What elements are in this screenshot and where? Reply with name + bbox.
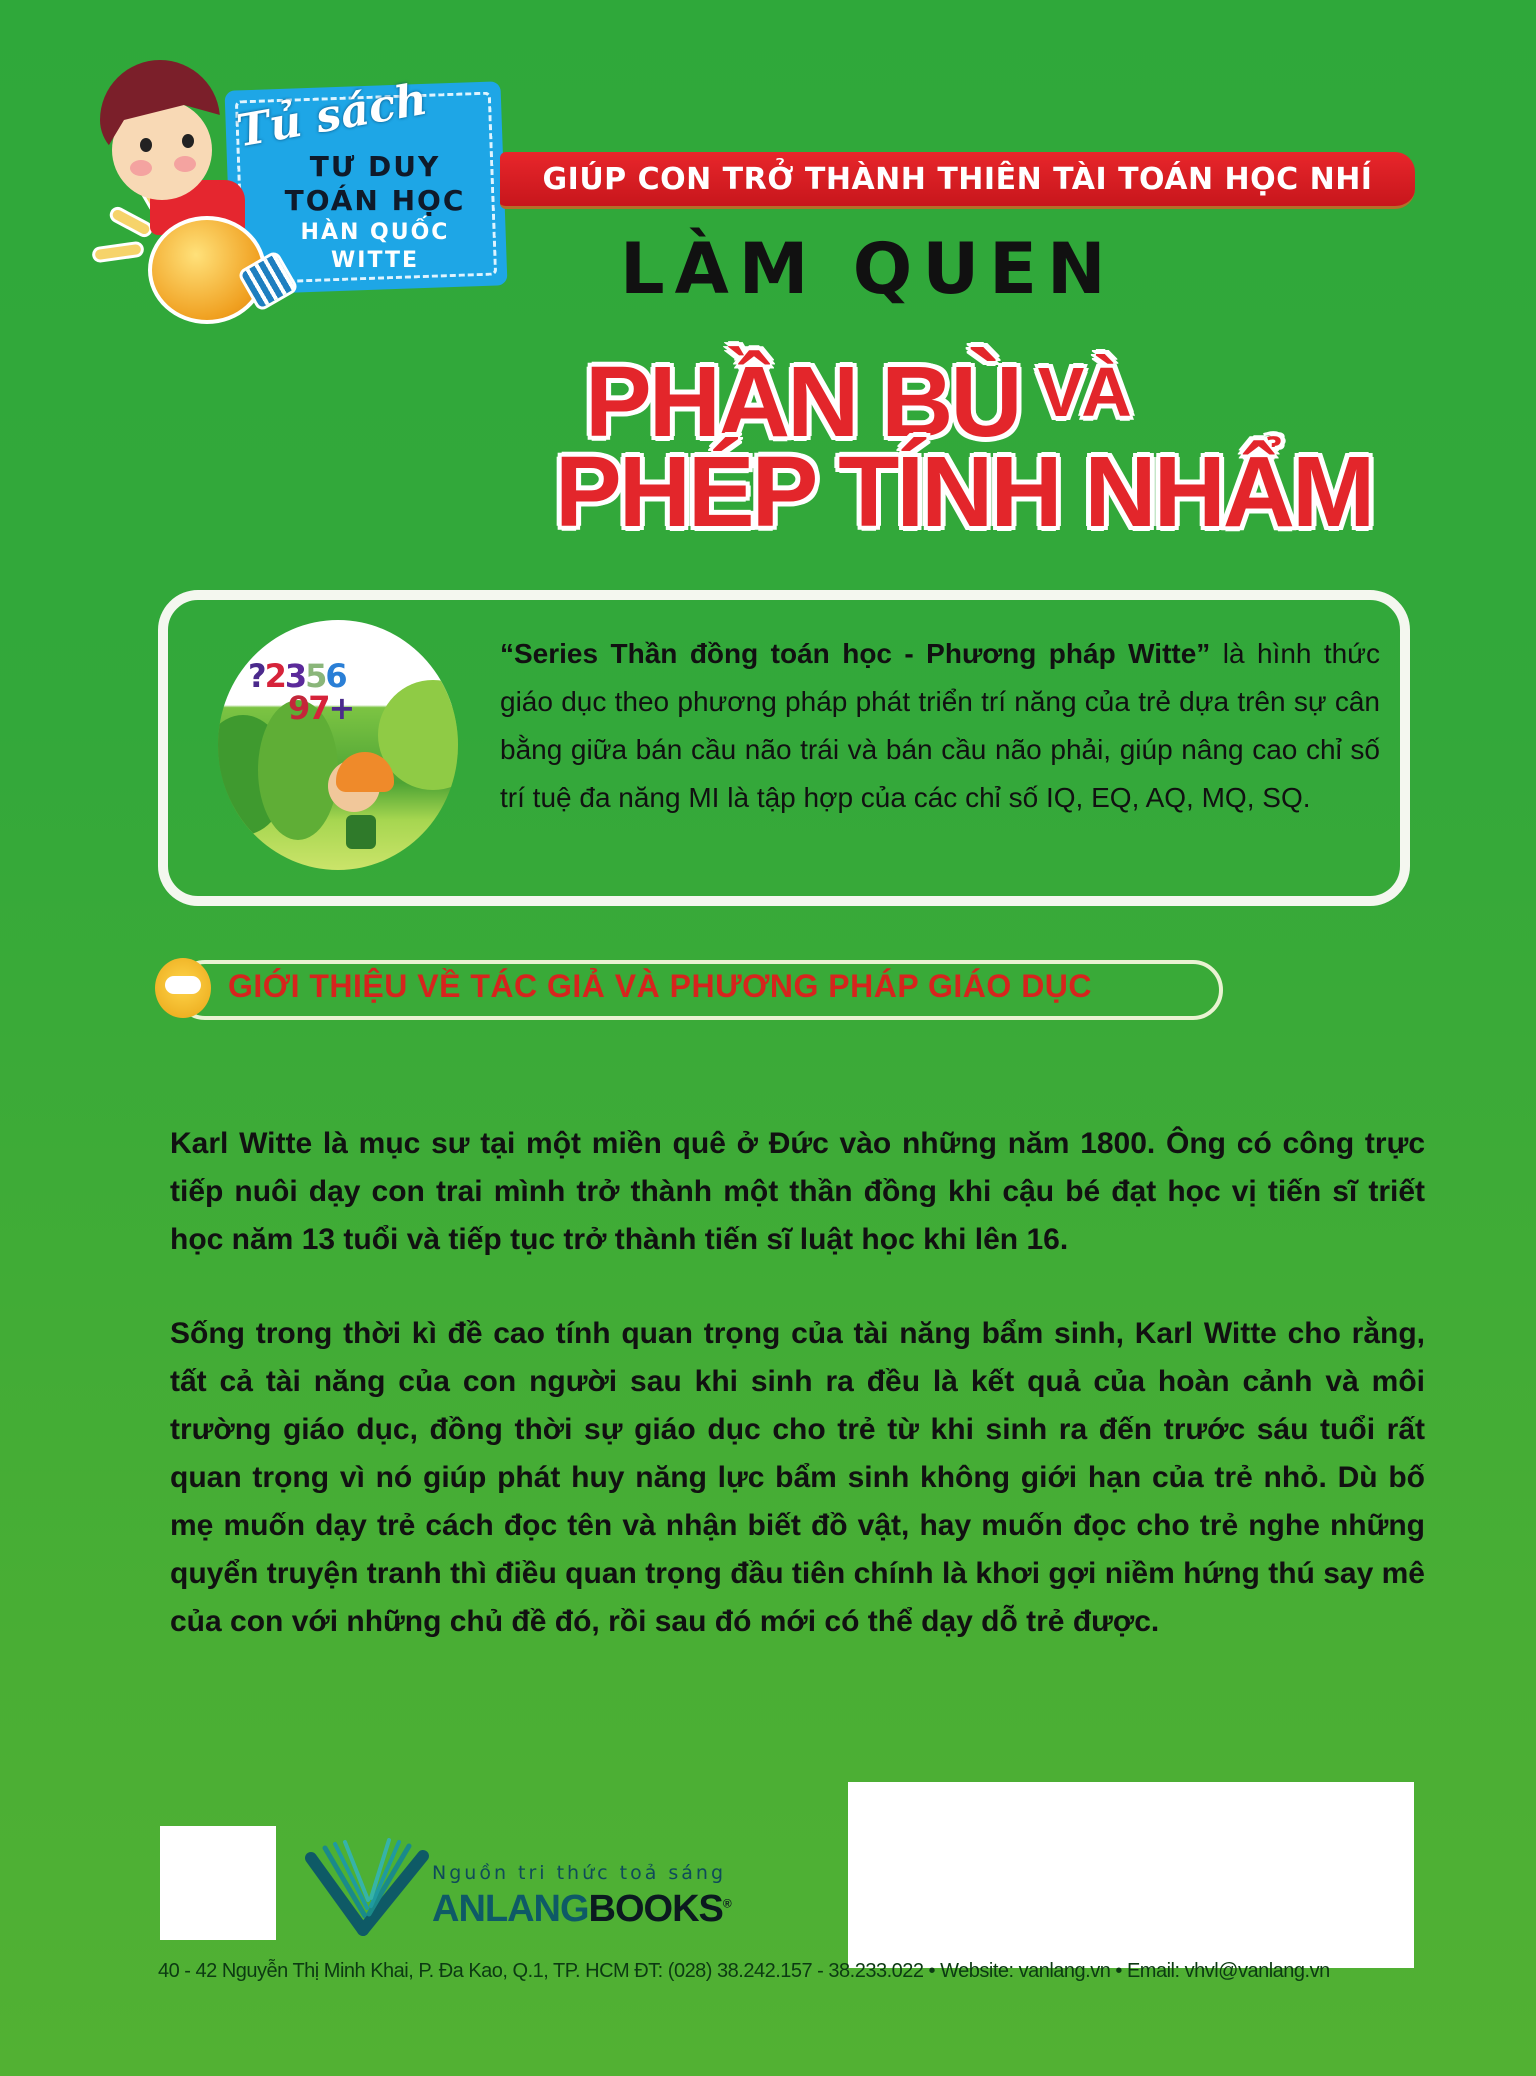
child-shirt xyxy=(346,815,376,849)
floating-numbers: ?2356 97+ xyxy=(248,657,354,727)
series-badge-line1: TƯ DUY xyxy=(309,150,441,183)
title-line2-main: PHẦN BÙ xyxy=(585,346,1020,458)
author-paragraph-2: Sống trong thời kì đề cao tính quan trọng của tài năng bẩm sinh, Karl Witte cho rằng, tất cả tài năng của con người sau khi sinh ra đều là kết quả của hoàn cảnh và môi trường giáo dục, đồng thời sự giáo dục cho trẻ từ khi sinh ra đến trước sáu tuổi rất quan trọng vì nó giúp phát huy năng lực bẩm sinh không giới hạn của trẻ nhỏ. Dù bố mẹ muốn dạy trẻ cách đọc tên và nhận biết đồ vật, hay muốn đọc cho trẻ nghe những quyển truyện tranh thì điều quan trọng đầu tiên chính là khơi gợi niềm hứng thú say mê của con với những chủ đề đó, rồi sau đó mới có thể dạy dỗ trẻ được. xyxy=(170,1317,1425,1638)
boy-eye xyxy=(182,134,194,148)
series-description-text: là hình thức giáo dục theo phương pháp phát triển trí năng của trẻ dựa trên sự cân bằng giữa bán cầu não trái và bán cầu não phải, giúp nâng cao chỉ số trí tuệ đa năng MI là tập hợp của các chỉ số IQ, EQ, AQ, MQ, SQ. xyxy=(500,638,1380,813)
boy-cheek xyxy=(130,160,152,176)
owl-eyes-icon xyxy=(155,958,211,1018)
title-line2-conjunction: VÀ xyxy=(1037,353,1129,431)
title-line1: LÀM QUEN xyxy=(620,228,1116,310)
registered-mark: ® xyxy=(722,1896,731,1911)
light-ray-decoration xyxy=(107,204,155,240)
boy-catching-numbers-illustration xyxy=(218,620,458,870)
publisher-contact-line: 40 - 42 Nguyễn Thị Minh Khai, P. Đa Kao, Q.1, TP. HCM ĐT: (028) 38.242.157 - 38.233.022 • Website: vanlang.vn • Email: vhvl@vanlang.vn xyxy=(158,1960,1330,1982)
series-badge-line2: TOÁN HỌC xyxy=(284,184,466,217)
publisher-name-part1: ANLANG xyxy=(432,1888,589,1930)
publisher-name-part2: BOOKS xyxy=(588,1888,723,1930)
series-description xyxy=(500,630,1380,822)
boy-cheek xyxy=(174,156,196,172)
series-name: “Series Thần đồng toán học - Phương pháp Witte” xyxy=(500,638,1211,669)
publisher-name xyxy=(432,1888,731,1931)
blank-label-small xyxy=(160,1826,276,1940)
vanlang-book-v-logo-icon xyxy=(305,1838,435,1938)
blank-label-large xyxy=(848,1782,1414,1968)
title-line3: PHÉP TÍNH NHẨM xyxy=(555,436,1373,548)
publisher-tagline: Nguồn tri thức toả sáng xyxy=(432,1862,727,1884)
series-badge-script: Tủ sách xyxy=(233,73,432,158)
boy-eye xyxy=(140,138,152,152)
light-ray-decoration xyxy=(91,240,145,263)
series-badge-line3: HÀN QUỐC xyxy=(300,220,450,245)
subtitle-banner: GIÚP CON TRỞ THÀNH THIÊN TÀI TOÁN HỌC NHÍ xyxy=(500,152,1415,209)
series-badge-line4: WITTE xyxy=(331,248,419,273)
author-paragraph-1: Karl Witte là mục sư tại một miền quê ở Đức vào những năm 1800. Ông có công trực tiếp nuôi dạy con trai mình trở thành một thần đồng khi cậu bé đạt học vị tiến sĩ triết học năm 13 tuổi và tiếp tục trở thành tiến sĩ luật học khi lên 16. xyxy=(170,1127,1425,1256)
section-heading-title: GIỚI THIỆU VỀ TÁC GIẢ VÀ PHƯƠNG PHÁP GIÁO DỤC xyxy=(228,968,1093,1004)
